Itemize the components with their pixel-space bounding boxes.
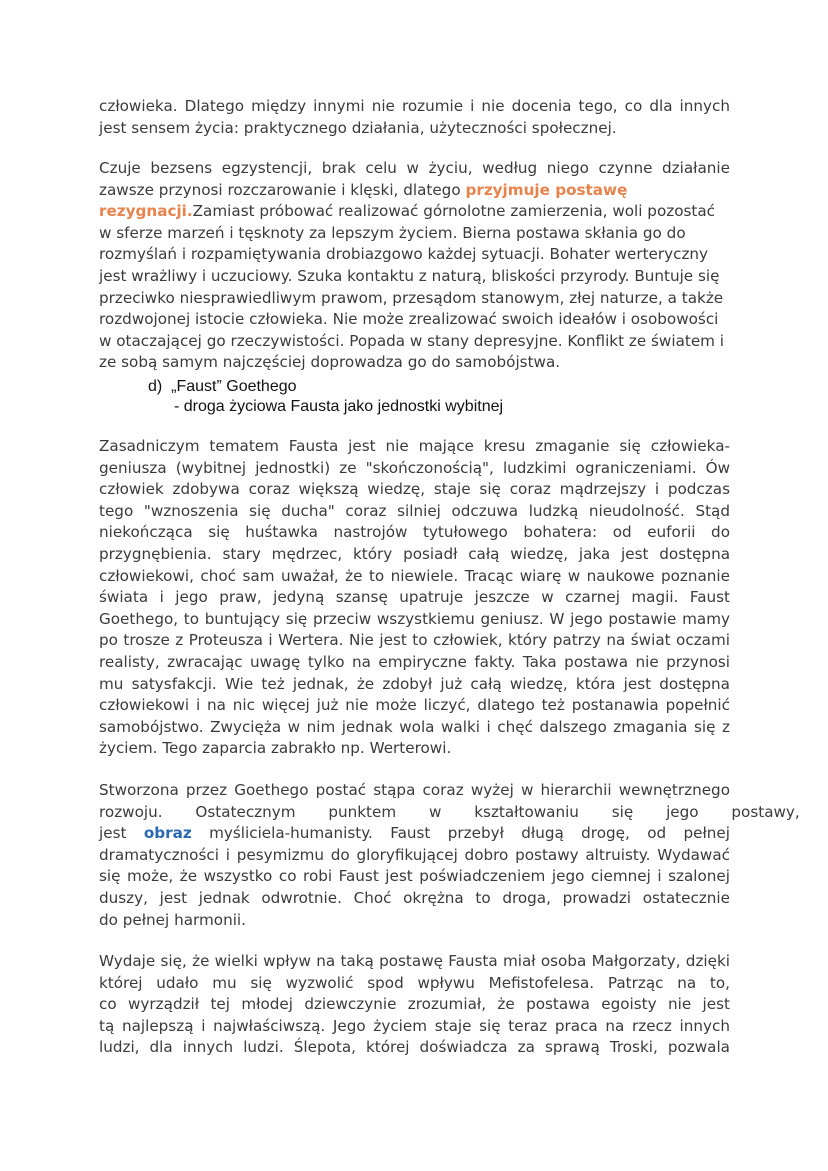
text-run: jest <box>99 824 144 843</box>
text-line: mu satysfakcji. Wie też jednak, że zdobył już całą wiedzę, która jest dostępna <box>99 674 730 693</box>
text-line: po trosze z Proteusza i Wertera. Nie jest to człowiek, który patrzy na świat oczami <box>99 631 730 650</box>
text-line: Stworzona przez Goethego postać stąpa coraz wyżej w hierarchii wewnętrznego <box>99 781 730 799</box>
section-title: „Faust” Goethego <box>171 378 297 395</box>
text-line: do pełnej harmonii. <box>99 910 246 929</box>
paragraph-margaret-influence <box>99 951 730 1059</box>
text-line: życiem. Tego zaparcia zabrakło np. Werterowi. <box>99 739 452 758</box>
text-line: której udało mu się wyzwolić spod wpływu Mefistofelesa. Patrząc na to, <box>99 973 730 992</box>
paragraph-werther-resignation <box>99 158 730 374</box>
text-line <box>99 823 730 845</box>
section-heading-faust <box>148 376 297 397</box>
text-line: świata i jego praw, jedyną szansę upatruje jeszcze w czarnej magii. Faust <box>99 588 730 607</box>
text-line: w sferze marzeń i tęsknoty za lepszym życiem. Bierna postawa skłania go do <box>99 223 686 242</box>
text-run: Zamiast próbować realizować górnolotne zamierzenia, woli pozostać <box>192 202 716 221</box>
text-line: w otaczającej go rzeczywistości. Popada w stany depresyjne. Konflikt ze światem i <box>99 331 725 350</box>
text-line: geniusza (wybitnej jednostki) ze "skończonością", ludzkimi ograniczeniami. Ów <box>99 458 730 477</box>
text-line: Goethego, to buntujący się przeciw wszystkiemu geniusz. W jego postawie mamy <box>99 609 730 628</box>
text-line: człowiekowi i na nic więcej już nie może liczyć, dlatego też postanawia popełnić <box>99 696 730 715</box>
paragraph-faust-development <box>99 780 800 931</box>
text-line: dramatyczności i pesymizmu do gloryfikującej dobro postawy altruisty. Wydawać <box>99 845 730 864</box>
text-line: się może, że wszystko co robi Faust jest poświadczeniem jego ciemnej i szalonej <box>99 867 730 886</box>
text-line: niekończąca się huśtawka nastrojów tytułowego bohatera: od euforii do <box>99 523 730 542</box>
paragraph-faust-theme <box>99 436 730 760</box>
text-line: Czuje bezsens egzystencji, brak celu w życiu, według niego czynne działanie <box>99 159 730 177</box>
text-line: człowiek zdobywa coraz większą wiedzę, staje się coraz mądrzejszy i podczas <box>99 480 730 499</box>
text-line <box>99 180 730 202</box>
text-run: myśliciela-humanisty. Faust przebył długą drogę, od pełnej <box>191 824 730 843</box>
text-line: ludzi, dla innych ludzi. Ślepota, której doświadcza za sprawą Troski, pozwala <box>99 1038 730 1057</box>
paragraph-werther-end <box>99 96 730 139</box>
text-line: Wydaje się, że wielki wpływ na taką postawę Fausta miał osoba Małgorzaty, dzięki <box>99 952 730 970</box>
highlight-obraz: obraz <box>143 824 192 843</box>
highlight-postawa: przyjmuje postawę <box>465 180 628 199</box>
text-line: jest sensem życia: praktycznego działania, użyteczności społecznej. <box>99 118 617 137</box>
text-line: Zasadniczym tematem Fausta jest nie mające kresu zmaganie się człowieka- <box>99 437 730 455</box>
text-line: realisty, zwracając uwagę tylko na empiryczne fakty. Taka postawa nie przynosi <box>99 652 730 671</box>
text-line: jest wrażliwy i uczuciowy. Szuka kontaktu z naturą, bliskości przyrody. Buntuje się <box>99 266 720 285</box>
text-line: człowieka. Dlatego między innymi nie rozumie i nie docenia tego, co dla innych <box>99 97 730 115</box>
text-line: przeciwko niesprawiedliwym prawom, przesądom stanowym, złej naturze, a także <box>99 288 724 307</box>
text-line: tą najlepszą i najwłaściwszą. Jego życiem staje się teraz praca na rzecz innych <box>99 1016 730 1035</box>
text-line: człowiekowi, choć sam uważał, że to niewiele. Tracąc wiarę w naukowe poznanie <box>99 566 730 585</box>
text-line: rozmyślań i rozpamiętywania drobiazgowo każdej sytuacji. Bohater werteryczny <box>99 245 709 264</box>
highlight-rezygnacji: rezygnacji. <box>99 202 193 221</box>
text-run: zawsze przynosi rozczarowanie i klęski, dlatego <box>99 180 466 199</box>
text-line: rozwoju. Ostatecznym punktem w kształtowaniu się jego postawy, <box>99 802 800 821</box>
section-subtitle: - droga życiowa Fausta jako jednostki wybitnej <box>174 398 504 415</box>
text-line: samobójstwo. Zwycięża w nim jednak wola walki i chęć dalszego zmagania się z <box>99 717 730 736</box>
text-line: ze sobą samym najczęściej doprowadza go do samobójstwa. <box>99 353 561 372</box>
text-line: duszy, jest jednak odwrotnie. Choć okrężna to droga, prowadzi ostatecznie <box>99 888 730 907</box>
text-line: co wyrządził tej młodej dziewczynie zrozumiał, że postawa egoisty nie jest <box>99 995 730 1014</box>
list-marker: d) <box>148 378 163 395</box>
text-line: rozdwojonej istocie człowieka. Nie może zrealizować swoich ideałów i osobowości <box>99 310 719 329</box>
text-line: tego "wznoszenia się ducha" coraz silniej odczuwa ludzką nieudolność. Stąd <box>99 501 730 520</box>
text-line: przygnębienia. stary mędrzec, który posiadł całą wiedzę, jaka jest dostępna <box>99 544 730 563</box>
text-line <box>99 201 730 223</box>
